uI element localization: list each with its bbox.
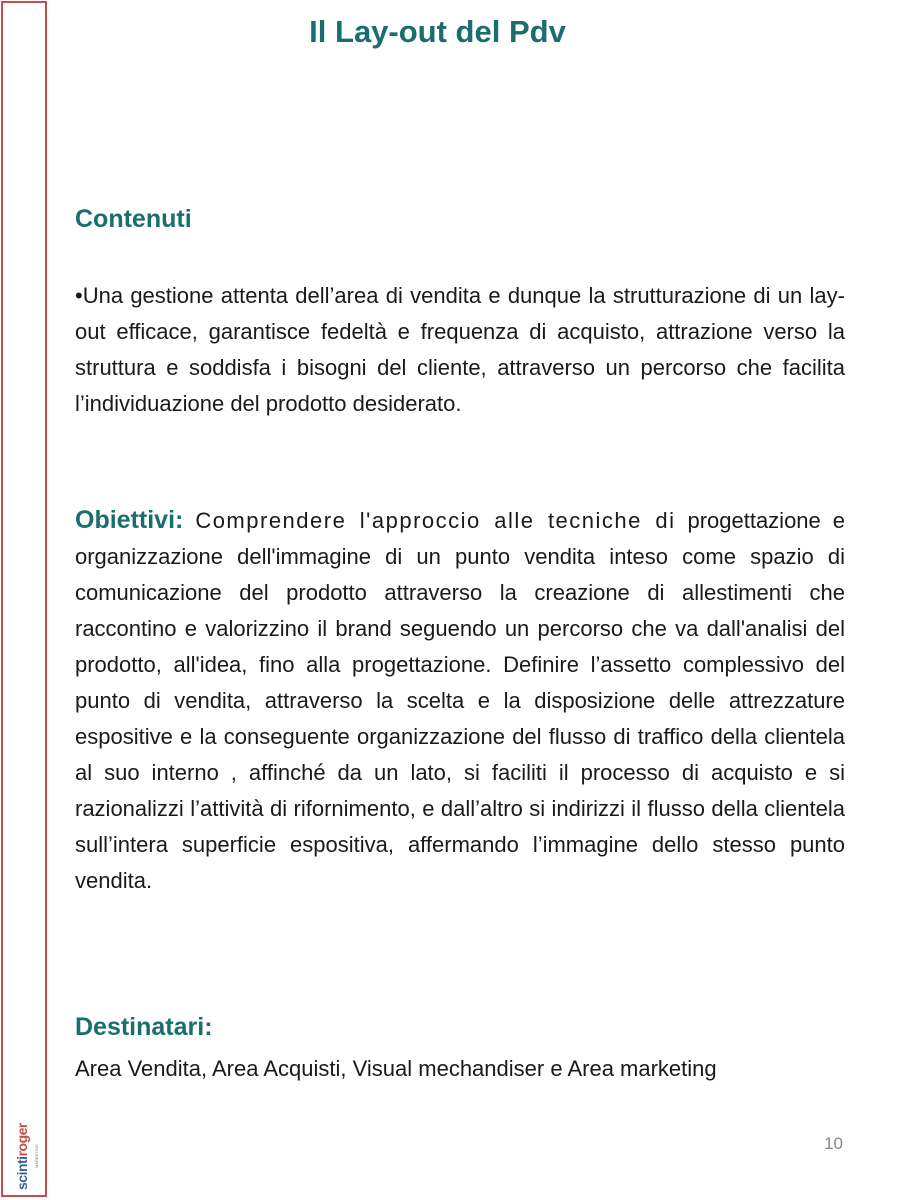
section-heading-obiettivi: Obiettivi: — [75, 506, 184, 534]
section-heading-destinatari: Destinatari: — [75, 1013, 213, 1041]
logo-wordmark — [14, 1090, 34, 1190]
page-title: Il Lay-out del Pdv — [309, 14, 566, 49]
logo-text-main: scinti — [14, 1156, 30, 1190]
section-obiettivi — [75, 502, 845, 899]
section-text-obiettivi: progettazione e organizzazione dell'immagine di un punto vendita inteso come spazio di comunicazione del prodotto attraverso la creazione di allestimenti che raccontino e valorizzino il brand seguendo un percorso che va dall'analisi del prodotto, all'idea, fino alla progettazione. Definire l’assetto complessivo del punto di vendita, attraverso la scelta e la disposizione delle attrezzature espositive e la conseguente organizzazione del flusso di traffico della clientela al suo interno , affinché da un lato, si faciliti il processo di acquisto e si razionalizzi l’attività di rifornimento, e dall’altro si indirizzi il flusso della clientela sull’intera superficie espositiva, affermando l’immagine dello stesso punto vendita. — [75, 508, 845, 893]
page-number: 10 — [824, 1134, 843, 1153]
section-heading-contenuti: Contenuti — [75, 205, 192, 233]
section-text-contenuti: •Una gestione attenta dell’area di vendita e dunque la strutturazione di un lay-out efficace, garantisce fedeltà e frequenza di acquisto, attrazione verso la struttura e soddisfa i bisogni del cliente, attraverso un percorso che facilita l’individuazione del prodotto desiderato. — [75, 283, 845, 416]
logo-text-accent: roger — [14, 1123, 30, 1157]
left-border-frame — [1, 1, 47, 1197]
logo-subtext: MARKETING — [34, 1144, 39, 1168]
section-text-destinatari: Area Vendita, Area Acquisti, Visual mechandiser e Area marketing — [75, 1056, 717, 1081]
section-lead-obiettivi: Comprendere l'approccio alle tecniche di — [195, 508, 676, 533]
brand-logo — [8, 1090, 42, 1190]
